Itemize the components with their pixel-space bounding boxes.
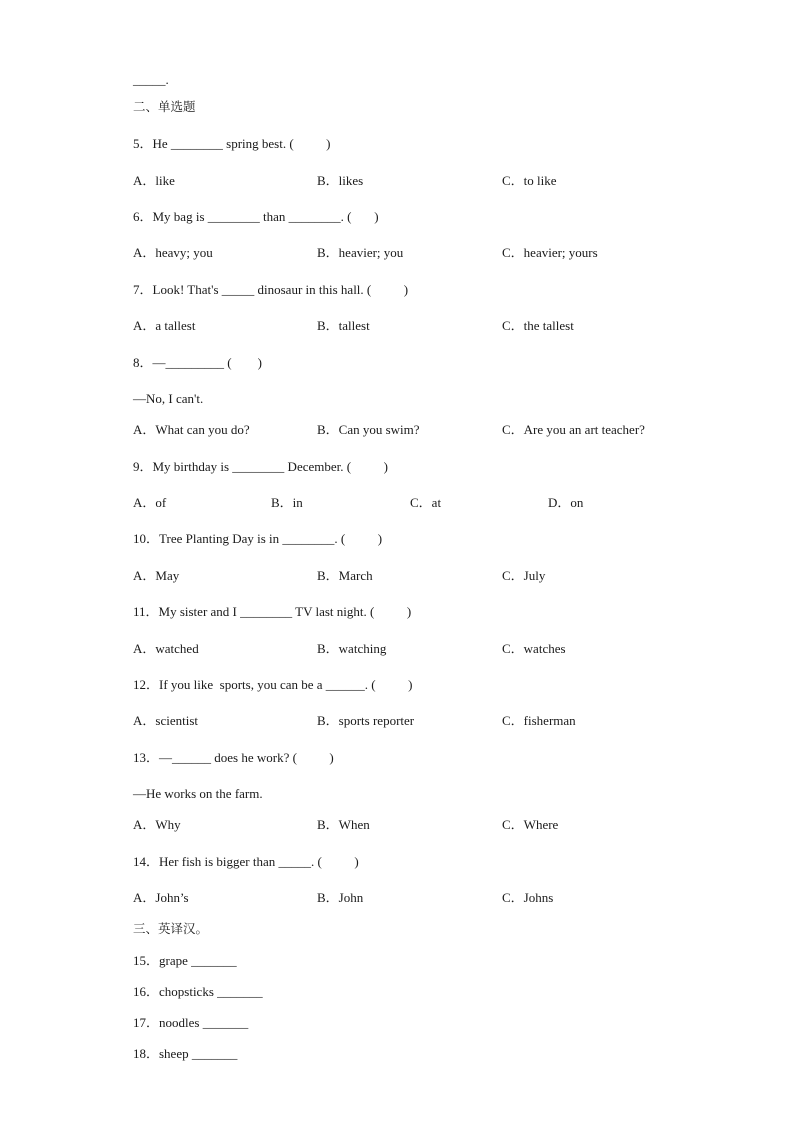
question-6-option-a[interactable]: A．heavy; you xyxy=(133,245,213,260)
question-14-stem: 14．Her fish is bigger than _____. ( ) xyxy=(133,854,359,869)
translation-item-16: 16．chopsticks _______ xyxy=(133,984,263,999)
question-8-option-c[interactable]: C．Are you an art teacher? xyxy=(502,422,645,437)
question-6-option-c[interactable]: C．heavier; yours xyxy=(502,245,598,260)
question-8-option-a[interactable]: A．What can you do? xyxy=(133,422,250,437)
question-7-option-a[interactable]: A．a tallest xyxy=(133,318,196,333)
question-13-option-b[interactable]: B．When xyxy=(317,817,370,832)
question-13-reply: —He works on the farm. xyxy=(133,786,263,801)
question-9-stem: 9．My birthday is ________ December. ( ) xyxy=(133,459,388,474)
question-12-option-c[interactable]: C．fisherman xyxy=(502,713,576,728)
question-11-option-c[interactable]: C．watches xyxy=(502,641,566,656)
previous-answer-blank: _____. xyxy=(133,72,169,87)
question-7-option-c[interactable]: C．the tallest xyxy=(502,318,574,333)
section-title-translation: 三、英译汉。 xyxy=(133,921,209,936)
question-10-option-b[interactable]: B．March xyxy=(317,568,373,583)
question-9-option-d[interactable]: D．on xyxy=(548,495,584,510)
translation-item-15: 15．grape _______ xyxy=(133,953,237,968)
question-7-option-b[interactable]: B．tallest xyxy=(317,318,370,333)
question-13-stem: 13．—______ does he work? ( ) xyxy=(133,750,334,765)
question-10-stem: 10．Tree Planting Day is in ________. ( ) xyxy=(133,531,383,546)
question-5-option-a[interactable]: A．like xyxy=(133,173,175,188)
question-13-option-a[interactable]: A．Why xyxy=(133,817,181,832)
section-title-multiple-choice: 二、单选题 xyxy=(133,99,196,114)
question-12-option-b[interactable]: B．sports reporter xyxy=(317,713,415,728)
question-12-stem: 12．If you like sports, you can be a ______. ( ) xyxy=(133,677,413,692)
question-6-option-b[interactable]: B．heavier; you xyxy=(317,245,404,260)
question-10-option-a[interactable]: A．May xyxy=(133,568,180,583)
question-12-option-a[interactable]: A．scientist xyxy=(133,713,198,728)
question-13-option-c[interactable]: C．Where xyxy=(502,817,559,832)
question-14-option-a[interactable]: A．John’s xyxy=(133,890,189,905)
question-9-option-b[interactable]: B．in xyxy=(271,495,303,510)
question-9-option-a[interactable]: A．of xyxy=(133,495,167,510)
question-8-stem: 8．—_________ ( ) xyxy=(133,355,262,370)
question-11-option-b[interactable]: B．watching xyxy=(317,641,387,656)
question-14-option-b[interactable]: B．John xyxy=(317,890,364,905)
question-14-option-c[interactable]: C．Johns xyxy=(502,890,554,905)
question-5-option-b[interactable]: B．likes xyxy=(317,173,364,188)
question-10-option-c[interactable]: C．July xyxy=(502,568,546,583)
translation-item-18: 18．sheep _______ xyxy=(133,1046,238,1061)
question-5-stem: 5．He ________ spring best. ( ) xyxy=(133,136,331,151)
question-9-option-c[interactable]: C．at xyxy=(410,495,442,510)
question-7-stem: 7．Look! That's _____ dinosaur in this hall. ( ) xyxy=(133,282,409,297)
question-8-reply: —No, I can't. xyxy=(133,391,204,406)
question-5-option-c[interactable]: C．to like xyxy=(502,173,557,188)
question-11-stem: 11．My sister and I ________ TV last night. ( ) xyxy=(133,604,412,619)
question-6-stem: 6．My bag is ________ than ________. ( ) xyxy=(133,209,379,224)
question-8-option-b[interactable]: B．Can you swim? xyxy=(317,422,420,437)
question-11-option-a[interactable]: A．watched xyxy=(133,641,199,656)
translation-item-17: 17．noodles _______ xyxy=(133,1015,249,1030)
